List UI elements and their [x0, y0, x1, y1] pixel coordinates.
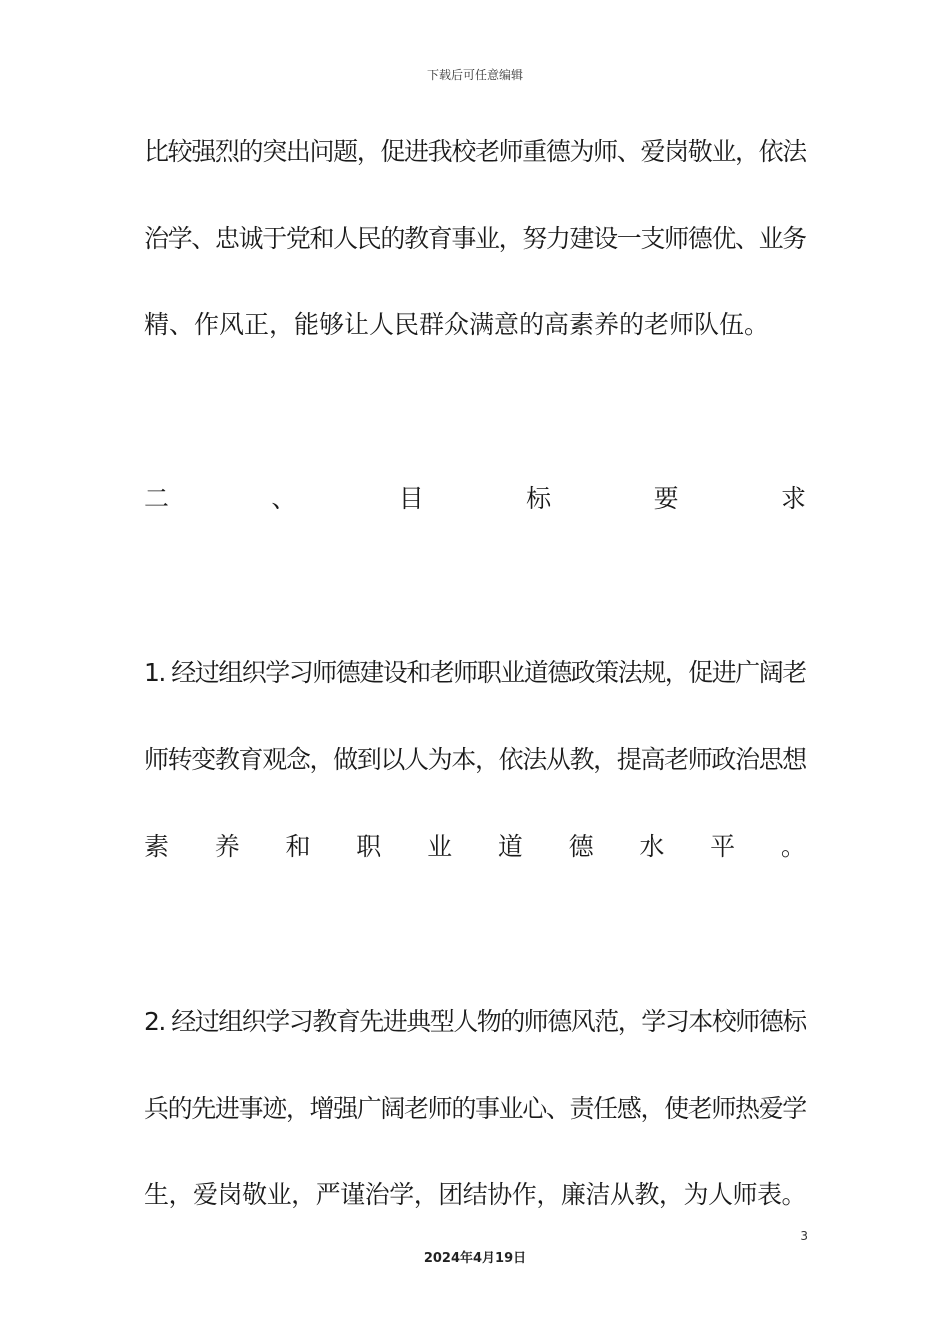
page-number: 3 — [800, 1229, 808, 1243]
heading-char: 求 — [780, 484, 806, 513]
item-2-line-1: 2. 经过组织学习教育先进典型人物的师德风范，学习本校师德标 — [144, 1007, 806, 1036]
item-2-line-3: 生，爱岗敬业，严谨治学，团结协作，廉洁从教，为人师表。 — [144, 1180, 806, 1209]
item-1-char: 职 — [356, 832, 382, 861]
item-1-char: 。 — [780, 832, 806, 861]
item-1-char: 养 — [214, 832, 240, 861]
item-1-char: 道 — [497, 832, 523, 861]
footer-date: 2024年4月19日 — [423, 1251, 527, 1266]
page-header: 下载后可任意编辑 — [426, 68, 523, 82]
heading-char: 、 — [271, 484, 297, 513]
item-1-char: 素 — [144, 832, 170, 861]
heading-char: 二 — [144, 484, 170, 513]
paragraph-1-line-3: 精、作风正，能够让人民群众满意的高素养的老师队伍。 — [144, 310, 770, 339]
item-1-char: 业 — [427, 832, 453, 861]
paragraph-1-line-2: 治学、忠诚于党和人民的教育事业，努力建设一支师德优、业务 — [144, 224, 806, 253]
item-1-char: 德 — [568, 832, 594, 861]
item-1-line-2: 师转变教育观念，做到以人为本，依法从教，提高老师政治思想 — [144, 745, 806, 774]
item-1-char: 平 — [710, 832, 736, 861]
item-1-line-1: 1. 经过组织学习师德建设和老师职业道德政策法规，促进广阔老 — [144, 658, 806, 687]
item-1-char: 水 — [639, 832, 665, 861]
paragraph-1-line-1: 比较强烈的突出问题，促进我校老师重德为师、爱岗敬业，依法 — [144, 137, 806, 166]
heading-char: 目 — [398, 484, 424, 513]
heading-char: 要 — [653, 484, 679, 513]
section-heading — [144, 483, 806, 515]
item-2-line-2: 兵的先进事迹，增强广阔老师的事业心、责任感，使老师热爱学 — [144, 1094, 806, 1123]
item-1-char: 和 — [285, 832, 311, 861]
item-1-line-3 — [144, 831, 806, 863]
heading-char: 标 — [526, 484, 552, 513]
